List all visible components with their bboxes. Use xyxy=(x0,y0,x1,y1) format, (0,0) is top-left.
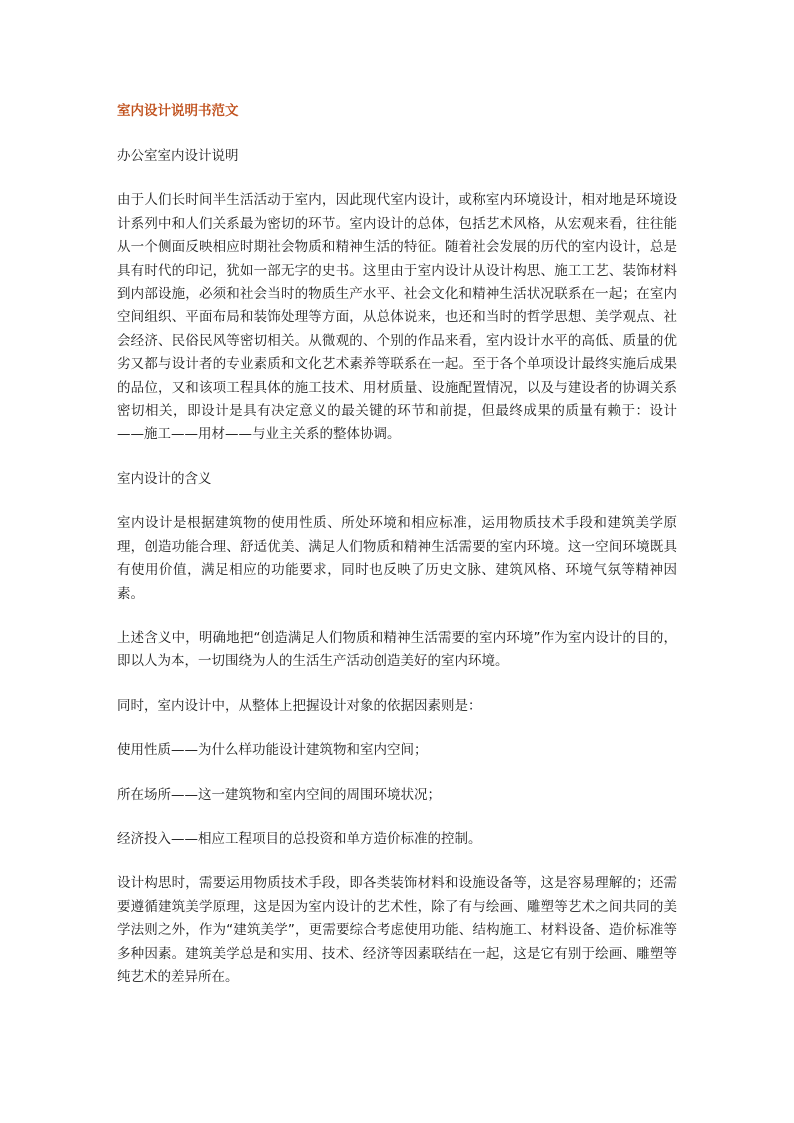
document-page xyxy=(117,99,677,1010)
paragraph-purpose: 上述含义中，明确地把“创造满足人们物质和精神生活需要的室内环境”作为室内设计的目的，即以人为本，一切围绕为人的生活生产活动创造美好的室内环境。 xyxy=(117,629,677,670)
list-item-investment: 经济投入——相应工程项目的总投资和单方造价标准的控制。 xyxy=(117,830,482,847)
section-heading-meaning: 室内设计的含义 xyxy=(117,470,212,487)
paragraph-factors-intro: 同时，室内设计中，从整体上把握设计对象的依据因素则是： xyxy=(117,697,482,714)
list-item-usage: 使用性质——为什么样功能设计建筑物和室内空间； xyxy=(117,742,428,759)
subtitle-office-design: 办公室室内设计说明 xyxy=(117,148,239,164)
document-title: 室内设计说明书范文 xyxy=(117,103,239,119)
paragraph-design-concept: 设计构思时，需要运用物质技术手段，即各类装饰材料和设施设备等，这是容易理解的；还需要遵循建筑美学原理，这是因为室内设计的艺术性，除了有与绘画、雕塑等艺术之间共同的美学法则之外，作为“建筑美学”，更需要综合考虑使用功能、结构施工、材料设备、造价标准等多种因素。建筑美学总是和实用、技术、经济等因素联结在一起，这是它有别于绘画、雕塑等纯艺术的差异所在。 xyxy=(117,875,677,985)
paragraph-intro: 由于人们长时间半生活活动于室内，因此现代室内设计，或称室内环境设计，相对地是环境设计系列中和人们关系最为密切的环节。室内设计的总体，包括艺术风格，从宏观来看，往往能从一个侧面反映相应时期社会物质和精神生活的特征。随着社会发展的历代的室内设计，总是具有时代的印记，犹如一部无字的史书。这里由于室内设计从设计构思、施工工艺、装饰材料到内部设施，必须和社会当时的物质生产水平、社会文化和精神生活状况联系在一起；在室内空间组织、平面布局和装饰处理等方面，从总体说来，也还和当时的哲学思想、美学观点、社会经济、民俗民风等密切相关。从微观的、个别的作品来看，室内设计水平的高低、质量的优劣又都与设计者的专业素质和文化艺术素养等联系在一起。至于各个单项设计最终实施后成果的品位，又和该项工程具体的施工技术、用材质量、设施配置情况，以及与建设者的协调关系密切相关，即设计是具有决定意义的最关键的环节和前提，但最终成果的质量有赖于：设计——施工——用材——与业主关系的整体协调。 xyxy=(117,192,677,443)
list-item-location: 所在场所——这一建筑物和室内空间的周围环境状况； xyxy=(117,786,441,803)
paragraph-definition: 室内设计是根据建筑物的使用性质、所处环境和相应标准，运用物质技术手段和建筑美学原理，创造功能合理、舒适优美、满足人们物质和精神生活需要的室内环境。这一空间环境既具有使用价值，满足相应的功能要求，同时也反映了历史文脉、建筑风格、环境气氛等精神因素。 xyxy=(117,515,677,602)
